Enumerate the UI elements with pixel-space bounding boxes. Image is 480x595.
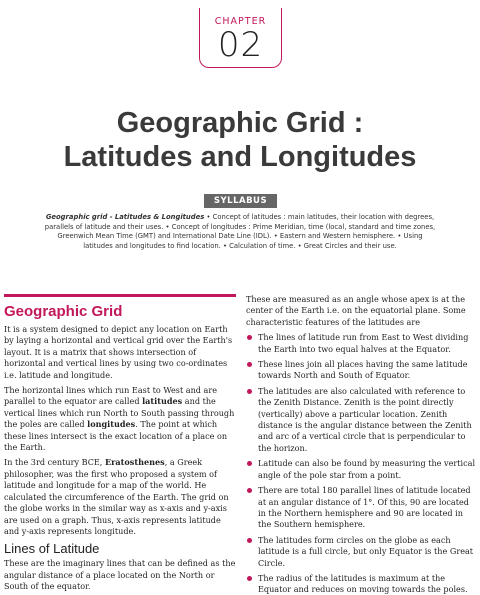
- chapter-box: [199, 8, 282, 68]
- list-item: There are total 180 parallel lines of latitude located at an angular distance of 1°. Of this, 90 are located in the Northern hemisphere and 90 are located in the Southern hemisphere.: [246, 485, 476, 531]
- syllabus-badge: SYLLABUS: [204, 194, 277, 208]
- chapter-label: CHAPTER: [214, 16, 267, 27]
- bold-term: latitudes: [142, 396, 183, 407]
- paragraph: It is a system designed to depict any location on Earth by laying a horizontal and vertical grid over the Earth's layout. It is a matrix that shows intersection of horizontal and vertical lines by using two co-ordinates i.e. latitude and longitude.: [4, 324, 233, 380]
- text-run: , a Greek philosopher, was the first who proposed a system of latitude and longitude for a map of the world. He calculated the circumference of the Earth. The grid on the globe works in the similar way as x-axis and y-axis are used on a graph. Thus, x-axis represents latitude and y-axis represents longitude.: [4, 457, 229, 536]
- page-title-line2: Latitudes and Longitudes: [63, 141, 417, 173]
- subheading-lines-of-latitude: Lines of Latitude: [4, 541, 100, 557]
- bullet-list: [246, 332, 476, 595]
- text-run: and the vertical lines which run North to South passing through the poles are called: [4, 396, 235, 430]
- chapter-number: 02: [217, 25, 264, 65]
- left-column: [4, 294, 236, 595]
- text-run: . The point at which these lines intersect is the exact location of a place on the Earth.: [4, 419, 228, 453]
- list-item: These lines join all places having the same latitude towards North and South of Equator.: [246, 359, 476, 382]
- bold-term: longitudes: [87, 419, 136, 430]
- text-run: In the 3rd century BCE,: [4, 457, 105, 468]
- list-item: The radius of the latitudes is maximum at the Equator and reduces on moving towards the poles.: [246, 573, 476, 595]
- syllabus-lead: Geographic grid - Latitudes & Longitudes: [45, 213, 205, 221]
- page-title-line1: Geographic Grid :: [116, 107, 364, 139]
- paragraph: [4, 385, 236, 453]
- list-item: The latitudes are also calculated with reference to the Zenith Distance. Zenith is the point directly (vertically) above a particular location. Zenith distance is the angular distance between the Zenith and arc of a vertical circle that is perpendicular to the horizon.: [246, 386, 476, 454]
- bold-term: Eratosthenes: [104, 457, 165, 468]
- syllabus-body: • Concept of latitudes : main latitudes, their location with degrees, parallels of latitude and their uses. • Concept of longitudes : Prime Meridian, time (local, standard and time zones, Greenwich Mean Time (GMT) and International Date Line (IDL). • Eastern and Western hemisphere. • Using latitudes and longitudes to find location. • Calculation of time. • Great Circles and their use.: [44, 213, 436, 250]
- list-item: The lines of latitude run from East to West dividing the Earth into two equal halves at the Equator.: [246, 332, 476, 355]
- right-column: [246, 294, 476, 595]
- text-run: The horizontal lines which run East to West and are parallel to the equator are called: [4, 385, 218, 407]
- syllabus-text: [42, 213, 438, 251]
- paragraph: These are measured as an angle whose apex is at the center of the Earth i.e. on the equatorial plane. Some characteristic features of the latitudes are: [246, 294, 466, 327]
- section-heading-geographic-grid: Geographic Grid: [4, 294, 236, 321]
- paragraph: These are the imaginary lines that can be defined as the angular distance of a place located on the North or South of the equator.: [4, 558, 236, 592]
- list-item: The latitudes form circles on the globe as each latitude is a full circle, but only Equator is the Great Circle.: [246, 535, 476, 569]
- list-item: Latitude can also be found by measuring the vertical angle of the pole star from a point.: [246, 458, 476, 481]
- paragraph: [4, 457, 236, 537]
